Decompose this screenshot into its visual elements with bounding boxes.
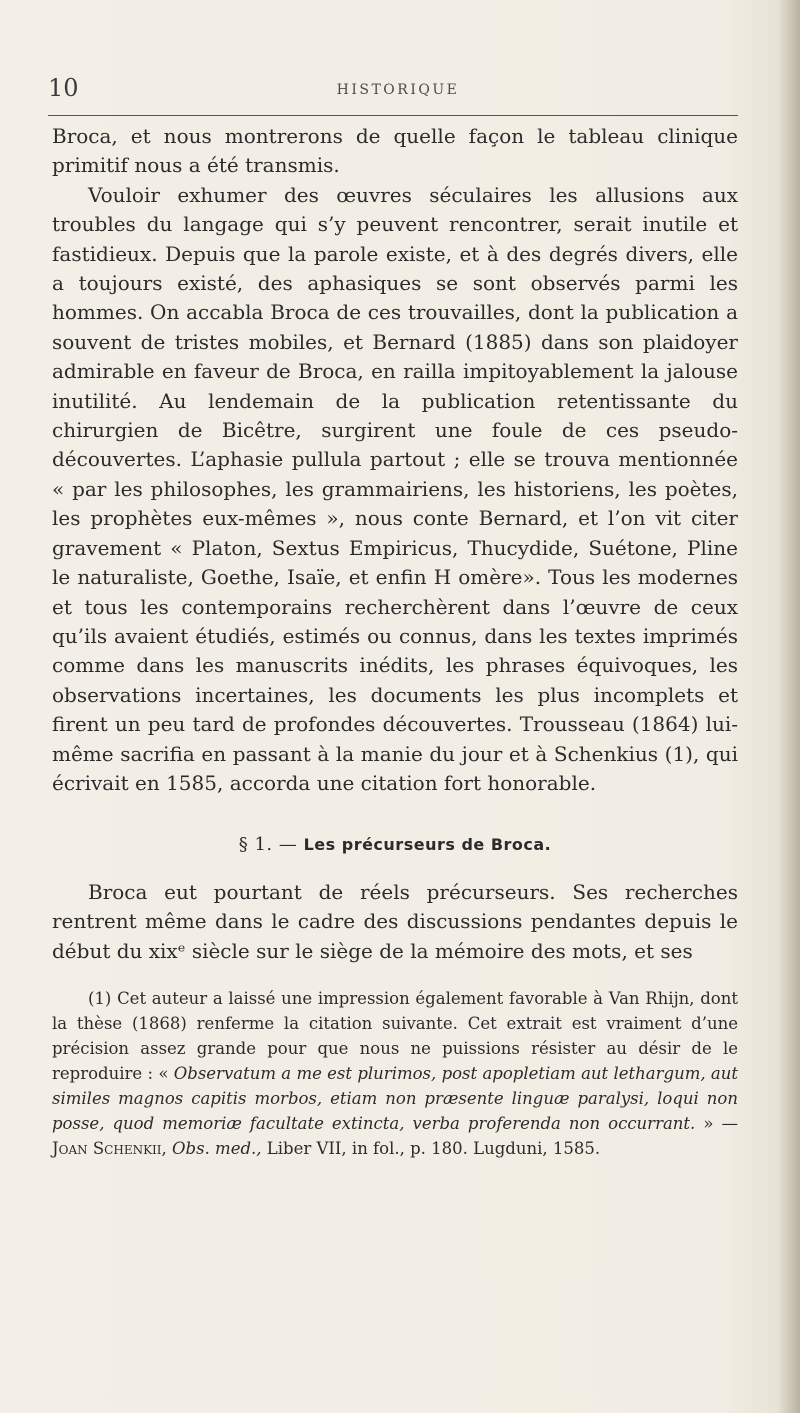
footnote-reference: Liber VII, in fol., p. 180. Lugduni, 1585. [261,1138,601,1158]
footnote-author: Joan Schenkii, [52,1138,167,1158]
main-text [52,122,738,1161]
footnote [52,986,738,1161]
section-heading [52,830,738,859]
paragraph-3: Broca eut pourtant de réels précurseurs. Ses recherches rentrent même dans le cadre des discussions pendantes depuis le début du xixᵉ siècle sur le siège de la mémoire des mots, et ses [52,879,738,963]
header-rule [48,115,738,116]
page-header [48,74,748,108]
section-title: Les précurseurs de Broca. [303,835,552,855]
paragraph-2: Vouloir exhumer des œuvres séculaires les allusions aux troubles du langage qui s’y peuvent rencontrer, serait inutile et fastidieux. Depuis que la parole existe, et à des degrés divers, elle a toujours existé, des aphasiques se sont observés parmi les hommes. On accabla Broca de ces trouvailles, dont la publication a souvent de tristes mobiles, et Bernard (1885) dans son plaidoyer admirable en faveur de Broca, en railla impitoyablement la jalouse inutilité. Au lendemain de la publication retentissante du chirurgien de Bicêtre, surgirent une foule de ces pseudo-découvertes. L’aphasie pullula partout ; elle se trouva mentionnée « par les philosophes, les grammairiens, les historiens, les poètes, les prophètes eux-mêmes », nous conte Bernard, et l’on vit citer gravement « Platon, Sextus Empiricus, Thucydide, Suétone, Pline le naturaliste, Goethe, Isaïe, et enfin H omère». Tous les modernes et tous les contemporains recherchèrent dans l’œuvre de ceux qu’ils avaient étudiés, estimés ou connus, dans les textes imprimés comme dans les manuscrits inédits, les phrases équivoques, les observations incertaines, les documents les plus incomplets et firent un peu tard de profondes découvertes. Trousseau (1864) lui-même sacrifia en passant à la manie du jour et à Schenkius (1), qui écrivait en 1585, accorda une citation fort honorable. [52,182,738,795]
paragraph-1: Broca, et nous montrerons de quelle façon le tableau clinique primitif nous a été transmis. [52,124,738,178]
footnote-quote-close: » — [695,1113,738,1133]
footnote-marker: (1) [88,988,112,1008]
section-number: § 1. — [238,834,298,856]
running-title: HISTORIQUE [336,82,460,98]
footnote-work: Obs. med., [172,1138,262,1158]
page-edge-shadow [778,0,800,1413]
footnote-text: Cet auteur a laissé une impression également favorable à Van Rhijn, dont la thèse (1868) renferme la citation suivante. Cet extrait est vraiment d’une précision assez grande pour que nous ne puissions résister au désir de le reproduire : « [52,988,738,1083]
footnote-latin-quote: Observatum a me est plurimos, post apopletiam aut lethargum, aut similes magnos capitis morbos, etiam non præsente linguæ paralysi, loqui non posse, quod memoriæ facultate extincta, verba proferenda non occurrant. [52,1063,738,1133]
page-number: 10 [48,74,79,102]
